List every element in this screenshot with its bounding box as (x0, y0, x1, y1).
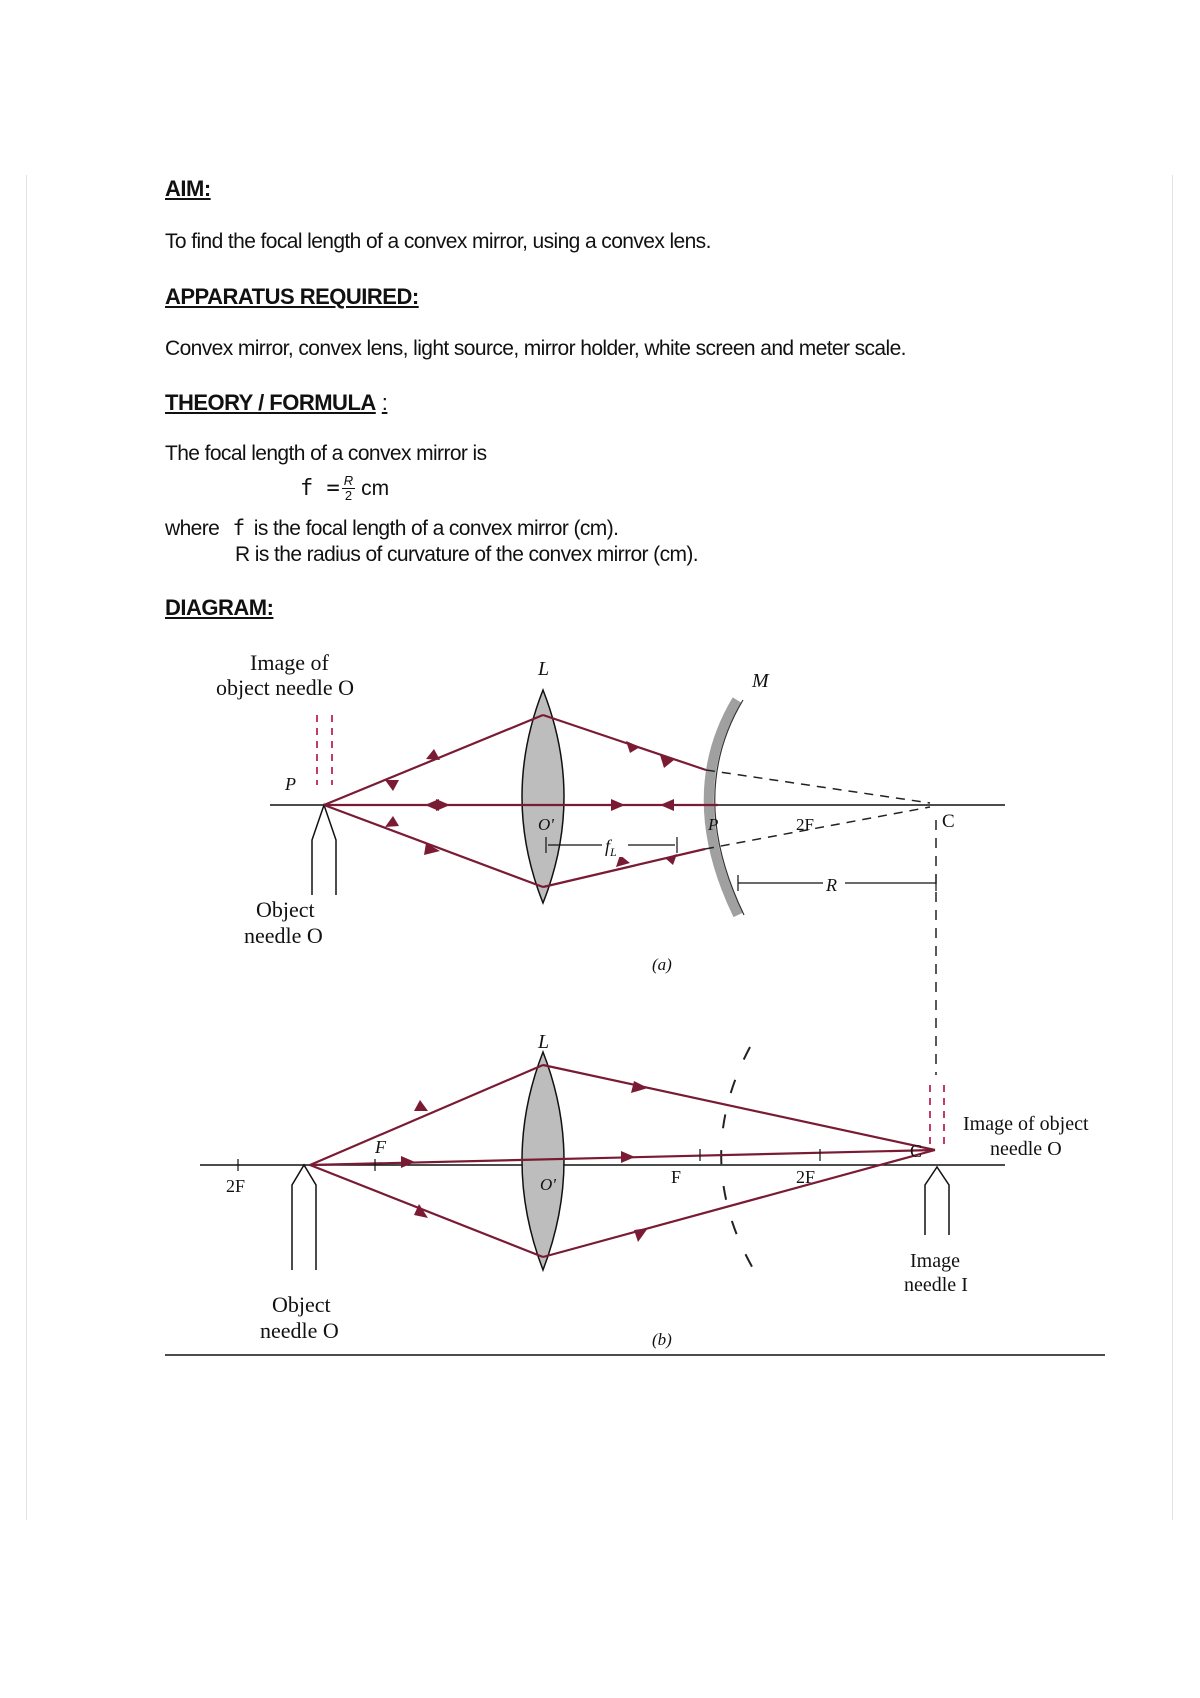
ray-b-upper-right (543, 1065, 935, 1150)
label-2f-left-b: 2F (226, 1176, 246, 1196)
object-needle-a (312, 805, 336, 895)
object-needle-b (292, 1165, 316, 1270)
label-focal-sub: L (610, 845, 617, 859)
label-c-a: C (942, 811, 955, 832)
convex-lens-b (522, 1052, 564, 1270)
label-object-b: Object (272, 1292, 331, 1317)
label-object-needle-o-a: object needle O (216, 675, 355, 700)
ray-b-lower-right (543, 1150, 935, 1257)
diagram-b (165, 1031, 1105, 1355)
where-symbol: f (232, 516, 245, 540)
caption-b: (b) (652, 1330, 672, 1349)
label-radius: R (826, 875, 837, 895)
page-border-left (26, 175, 27, 1520)
radius-line: R is the radius of curvature of the convex mirror (cm). (235, 543, 698, 566)
label-c-b: C (910, 1141, 923, 1161)
label-2f-a: 2F (796, 815, 814, 834)
label-lens-b: L (538, 1031, 550, 1053)
label-o-prime-b: O' (540, 1175, 556, 1194)
apparatus-heading: APPARATUS REQUIRED: (165, 284, 419, 309)
diagram-a (216, 650, 1005, 1075)
label-o-prime-a: O' (538, 815, 554, 834)
label-focal-f: f (605, 836, 611, 856)
label-image-of-object-b: Image of object (963, 1113, 1089, 1135)
label-image-b: Image (910, 1250, 960, 1272)
where-prefix: where (165, 517, 220, 540)
aim-text: To find the focal length of a convex mirror, using a convex lens. (165, 230, 711, 253)
label-p-left: P (285, 774, 296, 794)
image-needle-b (925, 1167, 949, 1235)
where-line (165, 516, 618, 541)
ray-b-lower-left (310, 1165, 543, 1257)
label-f-left-b: F (375, 1137, 386, 1157)
label-2f-right-b: 2F (796, 1167, 816, 1187)
theory-heading-colon: : (381, 390, 388, 415)
label-object-a: Object (256, 897, 315, 922)
label-pole: P (708, 815, 719, 834)
label-needle-o-a: needle O (244, 923, 323, 948)
page-border-right (1172, 175, 1173, 1520)
formula-fraction (342, 474, 355, 503)
theory-intro: The focal length of a convex mirror is (165, 442, 487, 465)
aim-heading: AIM: (165, 176, 211, 201)
ray-b-upper-left (310, 1065, 543, 1165)
dashed-extension-lower (705, 807, 930, 849)
label-mirror: M (752, 670, 769, 692)
label-needle-i-b: needle I (904, 1274, 968, 1296)
dashed-extension-upper (706, 770, 930, 803)
caption-a: (a) (652, 955, 672, 974)
convex-mirror (709, 700, 738, 915)
mirror-outline-dashed (721, 1047, 755, 1272)
theory-heading-text: THEORY / FORMULA (165, 390, 376, 415)
ray-a-lower-left (324, 805, 543, 887)
label-image-of-a: Image of (250, 650, 329, 675)
ray-a-upper-right (543, 715, 706, 770)
formula-denominator: 2 (344, 488, 353, 503)
apparatus-text: Convex mirror, convex lens, light source, mirror holder, white screen and meter scale. (165, 337, 906, 360)
where-text: is the focal length of a convex mirror (cm). (253, 517, 619, 540)
formula-lhs: f = (300, 476, 340, 501)
focal-length-formula (300, 474, 389, 503)
formula-numerator: R (343, 473, 354, 488)
formula-unit: cm (361, 476, 390, 500)
ray-a-upper-left (324, 715, 543, 805)
ray-diagram (160, 645, 1120, 1365)
diagram-heading: DIAGRAM: (165, 595, 274, 620)
label-needle-o-image-b: needle O (990, 1138, 1062, 1160)
label-needle-o-b: needle O (260, 1318, 339, 1343)
label-f-right-b: F (671, 1167, 682, 1187)
theory-heading (165, 390, 387, 416)
label-lens-a: L (538, 658, 550, 680)
